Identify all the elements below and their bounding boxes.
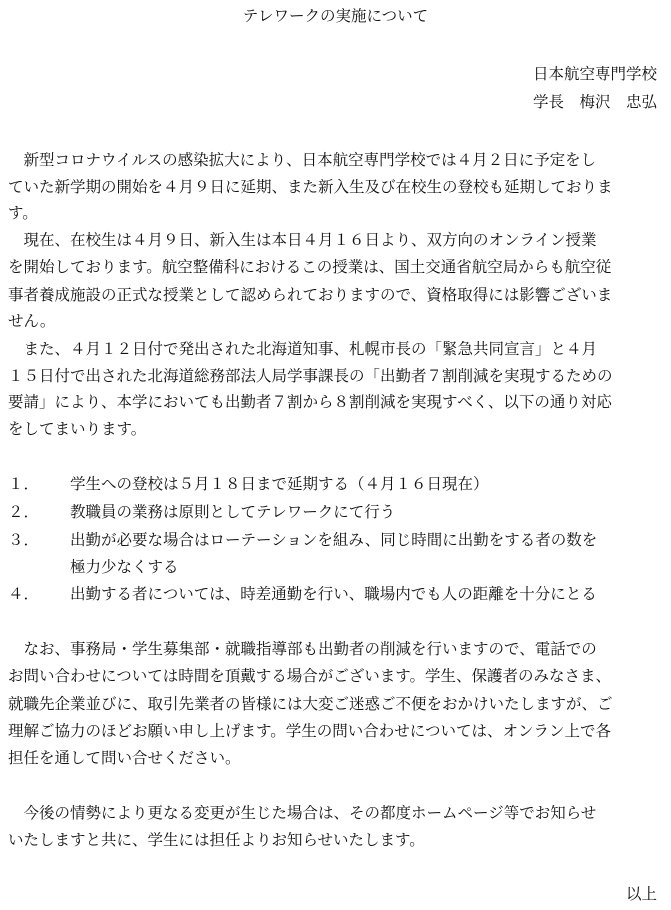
text-line: を開始しております。航空整備科におけるこの授業は、国土交通省航空局からも航空従: [8, 258, 612, 276]
text-line: 要請」により、本学においても出勤者７割から８割削減を実現すべく、以下の通り対応: [8, 393, 612, 411]
text-line: 今後の情勢により更なる変更が生じた場合は、その都度ホームページ等でお知らせ: [8, 804, 597, 822]
text-line: せん。: [8, 312, 56, 330]
text-line: をしてまいります。: [8, 420, 147, 438]
text-line: 理解ご協力のほどお願い申し上げます。学生の問い合わせについては、オンラン上で各: [8, 722, 611, 740]
list-number: ２．: [8, 503, 40, 521]
text-line: お問い合わせについては時間を頂戴する場合がございます。学生、保護者のみなさま、: [8, 667, 611, 685]
text-line: なお、事務局・学生募集部・就職指導部も出勤者の削減を行いますので、電話での: [8, 640, 597, 658]
list-number: ４．: [8, 585, 40, 603]
text-line: 事者養成施設の正式な授業として認められておりますので、資格取得には影響ございま: [8, 286, 613, 304]
text-line: ていた新学期の開始を４月９日に延期、また新入生及び在校生の登校も延期しておりま: [8, 178, 613, 196]
text-line: また、４月１２日付で発出された北海道知事、札幌市長の「緊急共同宣言」と４月: [8, 340, 598, 358]
list-number: １．: [8, 475, 40, 493]
principal-name: 学長 梅沢 忠弘: [532, 93, 657, 111]
text-line: す。: [8, 204, 38, 222]
text-line: 新型コロナウイルスの感染拡大により、日本航空専門学校では４月２日に予定をし: [8, 151, 597, 169]
list-number: ３．: [8, 531, 40, 549]
list-text: 出勤が必要な場合はローテーションを組み、同じ時間に出勤をする者の数を: [70, 531, 598, 549]
school-name: 日本航空専門学校: [532, 65, 657, 83]
text-line: 現在、在校生は４月９日、新入生は本日４月１６日より、双方向のオンライン授業: [8, 231, 597, 249]
text-line: １５日付で出された北海道総務部法人局学事課長の「出勤者７割削減を実現するための: [8, 367, 613, 385]
list-text: 教職員の業務は原則としてテレワークにて行う: [70, 503, 396, 521]
list-text: 極力少なくする: [70, 558, 179, 576]
list-text: 学生への登校は５月１８日まで延期する（４月１６日現在）: [70, 475, 489, 493]
list-text: 出勤する者については、時差通勤を行い、職場内でも人の距離を十分にとる: [70, 585, 597, 603]
closing-mark: 以上: [625, 885, 657, 903]
text-line: いたしますと共に、学生には担任よりお知らせいたします。: [8, 831, 425, 849]
text-line: 担任を通して問い合せください。: [8, 749, 241, 767]
page-title: テレワークの実施について: [242, 7, 429, 25]
text-line: 就職先企業並びに、取引先業者の皆様には大変ご迷惑ご不便をおかけいたしますが、ご: [8, 695, 613, 713]
